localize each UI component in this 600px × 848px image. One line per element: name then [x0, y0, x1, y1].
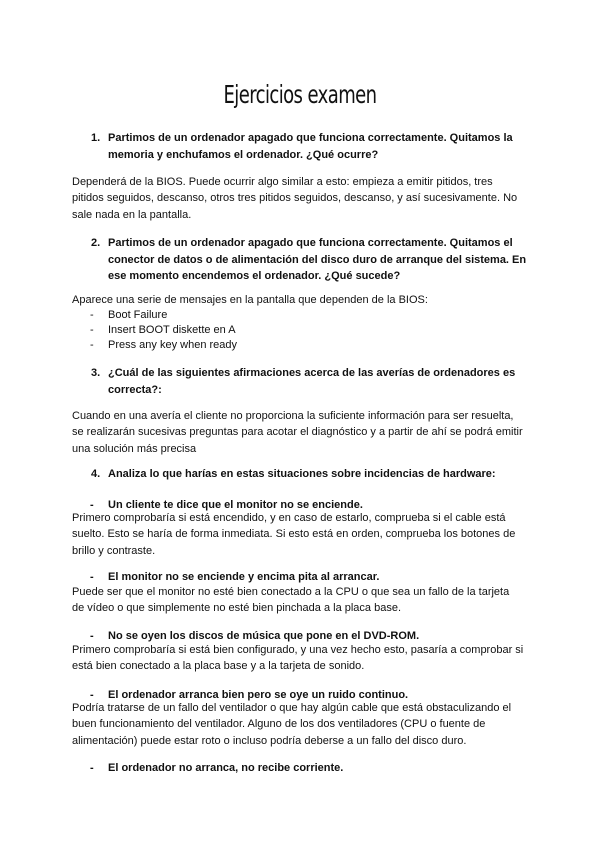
list-item-text: Insert BOOT diskette en A: [108, 324, 236, 337]
question-2: [91, 235, 531, 285]
question-text: Partimos de un ordenador apagado que funciona correctamente. Quitamos la memoria y enchufamos el ordenador. ¿Qué ocurre?: [108, 132, 513, 161]
question-3: [91, 365, 531, 398]
question-text: Analiza lo que harías en estas situaciones sobre incidencias de hardware:: [108, 468, 496, 480]
question-4: [91, 466, 531, 483]
dash-bullet: -: [90, 499, 94, 511]
answer-line: suelto. Esto se haría de forma inmediata. Si esto está en orden, comprueba los botones de: [72, 528, 516, 541]
answer-line: Primero comprobaría si está encendido, y en caso de estarlo, comprueba si el cable está: [72, 512, 506, 524]
situation-answer: [72, 642, 534, 675]
answer-line: brillo y contraste.: [72, 544, 156, 557]
situation-heading-text: El ordenador arranca bien pero se oye un ruido continuo.: [108, 689, 409, 701]
situation-answer: [72, 510, 534, 559]
list-item: [72, 338, 534, 353]
question-number: 1.: [91, 132, 101, 144]
situation-heading-text: No se oyen los discos de música que pone en el DVD-ROM.: [108, 630, 420, 642]
answer-line: se realizarán sucesivas preguntas para acotar el diagnóstico y a partir de ahí se podrá emitir: [72, 426, 523, 439]
question-text: ¿Cuál de las siguientes afirmaciones acerca de las averías de ordenadores es correcta?:: [108, 367, 516, 396]
situation-heading-text: El ordenador no arranca, no recibe corriente.: [108, 762, 344, 774]
situation-answer: [72, 700, 534, 749]
question-text: Partimos de un ordenador apagado que funciona correctamente. Quitamos el conector de datos o de alimentación del disco duro de arranque del sistema. En ese momento encendemos el ordenador. ¿Qué sucede?: [108, 237, 527, 282]
answer-line: pitidos seguidos, descanso, otros tres pitidos seguidos, descanso, y así sucesivamente. No: [72, 192, 518, 205]
list-item: [72, 308, 534, 323]
answer-line: Podría tratarse de un fallo del ventilador o que hay algún cable que está obstaculizando el: [72, 702, 512, 714]
answer-line: de vídeo o que simplemente no esté bien pinchada a la placa base.: [72, 602, 402, 615]
answer-3: [72, 408, 534, 457]
document-title: Ejercicios examen: [223, 80, 377, 109]
answer-line: Puede ser que el monitor no esté bien conectado a la CPU o que sea un fallo de la tarjeta: [72, 586, 510, 598]
question-number: 3.: [91, 367, 101, 379]
dash-bullet: -: [90, 324, 94, 337]
situation-heading-text: Un cliente te dice que el monitor no se enciende.: [108, 499, 363, 511]
answer-line: Cuando en una avería el cliente no proporciona la suficiente información para ser resuelta,: [72, 410, 514, 422]
dash-bullet: -: [90, 630, 94, 642]
question-number: 2.: [91, 237, 101, 249]
dash-bullet: -: [90, 762, 94, 774]
dash-bullet: -: [90, 338, 94, 351]
answer-1: [72, 174, 534, 223]
situation-heading: [90, 569, 530, 585]
answer-2: [72, 292, 534, 353]
answer-line: buen funcionamiento del ventilador. Alguno de los dos ventiladores (CPU o fuente de: [72, 718, 486, 731]
answer-line: Dependerá de la BIOS. Puede ocurrir algo similar a esto: empieza a emitir pitidos, tres: [72, 176, 493, 188]
question-number: 4.: [91, 468, 101, 480]
list-item-text: Press any key when ready: [108, 338, 238, 351]
dash-bullet: -: [90, 689, 94, 701]
situation-heading-text: El monitor no se enciende y encima pita al arrancar.: [108, 571, 380, 583]
answer-line: Primero comprobaría si está bien configurado, y una vez hecho esto, pasaría a comprobar si: [72, 644, 524, 656]
dash-bullet: -: [90, 571, 94, 583]
dash-bullet: -: [90, 309, 94, 322]
answer-line: una solución más precisa: [72, 442, 197, 455]
answer-line: está bien conectado a la placa base y a la tarjeta de sonido.: [72, 660, 365, 673]
answer-line: sale nada en la pantalla.: [72, 208, 192, 221]
list-item-text: Boot Failure: [108, 309, 168, 322]
situation-heading: [90, 760, 530, 776]
question-1: [91, 130, 531, 163]
list-item: [72, 323, 534, 338]
situation-answer: [72, 584, 534, 617]
bullet-list: [72, 308, 534, 352]
answer-intro: Aparece una serie de mensajes en la pantalla que dependen de la BIOS:: [72, 294, 428, 306]
answer-line: alimentación) puede estar roto o incluso podría deberse a un fallo del disco duro.: [72, 734, 467, 747]
